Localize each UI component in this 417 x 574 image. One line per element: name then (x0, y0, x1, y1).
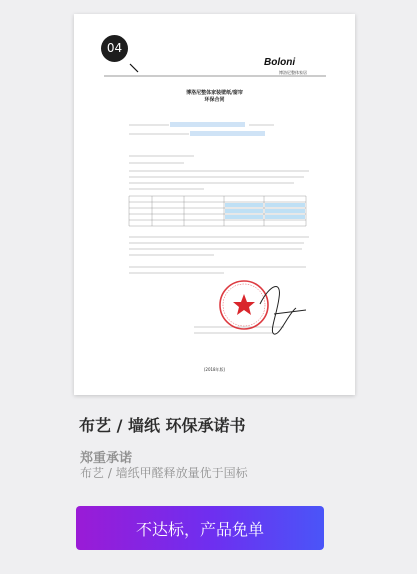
document-title: 博洛尼整体家装壁纸/窗帘 (186, 90, 243, 96)
certificate-document (74, 14, 355, 395)
step-badge: 04 (101, 35, 128, 62)
handwritten-signature (74, 14, 355, 395)
certificate-image-card (74, 14, 355, 395)
document-version: (2018年版) (203, 367, 226, 372)
promise-subtitle: 郑重承诺 (80, 451, 133, 466)
document-title-sub: 环保合同 (204, 97, 225, 103)
guarantee-button-label: 不达标，产品免单 (135, 519, 264, 539)
guarantee-button[interactable] (76, 506, 324, 550)
promise-description: 布艺 / 墙纸甲醛释放量优于国标 (80, 466, 248, 480)
brand-logo-subtitle: 博洛尼整体家居 (279, 70, 307, 75)
product-title: 布艺 / 墙纸 环保承诺书 (79, 416, 246, 435)
brand-logo: Boloni (264, 57, 296, 68)
